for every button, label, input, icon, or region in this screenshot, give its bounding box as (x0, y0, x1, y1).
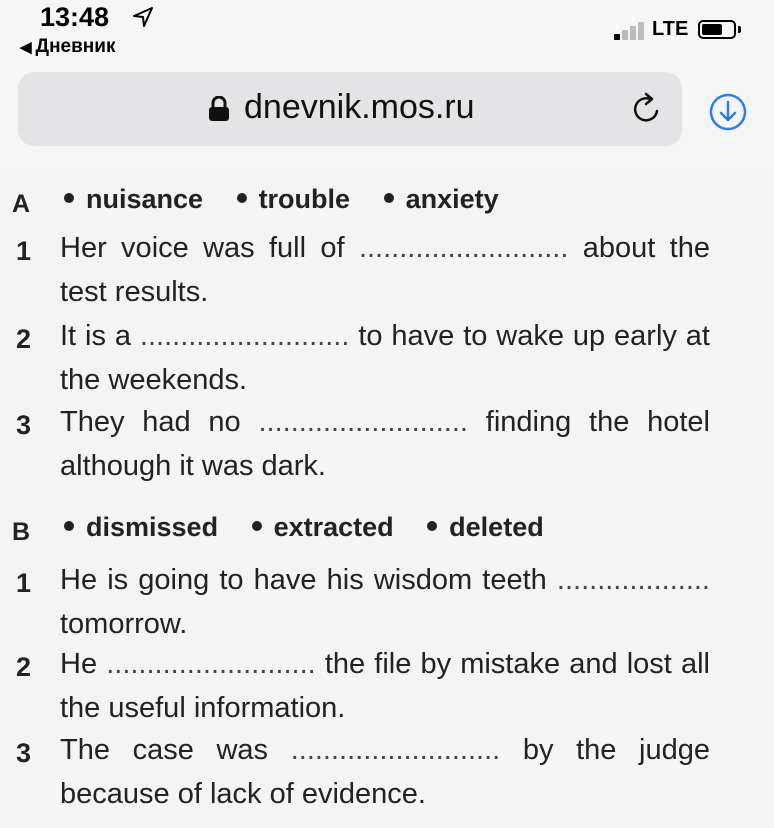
item-text: He is going to have his wisdom teeth ................... tomorrow. (60, 564, 710, 640)
battery-icon (698, 20, 736, 39)
back-to-app-link[interactable] (20, 36, 115, 58)
reload-icon[interactable] (630, 92, 664, 126)
word-option: deleted (449, 512, 544, 542)
word-option: anxiety (405, 184, 499, 214)
clock-time: 13:48 (40, 2, 110, 32)
page-content (0, 168, 774, 828)
item-number: 2 (16, 652, 32, 682)
status-bar (0, 0, 774, 62)
item-number: 3 (16, 410, 32, 440)
lock-icon (208, 96, 230, 122)
item-number: 3 (16, 738, 32, 768)
answer-blank: .......................... (258, 406, 468, 438)
browser-toolbar (0, 62, 774, 169)
word-option: nuisance (86, 184, 204, 214)
answer-blank: .......................... (290, 734, 501, 766)
back-arrow-icon: ◀ (20, 39, 32, 56)
item-number: 2 (16, 324, 32, 354)
item-number: 1 (16, 568, 32, 598)
answer-blank: .......................... (358, 232, 569, 264)
battery-tip (738, 26, 741, 33)
word-option: extracted (273, 512, 394, 542)
item-text: It is a .......................... to have to wake up early at the weekends. (60, 320, 710, 396)
item-text: The case was .......................... by the judge because of lack of evidence. (60, 734, 711, 810)
address-bar[interactable] (18, 72, 682, 146)
item-text: He .......................... the file by mistake and lost all the useful information. (60, 648, 710, 724)
item-text: Her voice was full of .......................... about the test results. (60, 232, 710, 308)
location-arrow-icon (132, 6, 154, 28)
word-bank (64, 512, 570, 543)
download-icon[interactable] (708, 92, 748, 132)
url-text: dnevnik.mos.ru (244, 88, 475, 126)
word-option: dismissed (86, 512, 219, 542)
signal-icon (614, 22, 648, 40)
answer-blank: .......................... (139, 320, 350, 352)
back-app-label: Дневник (35, 36, 116, 57)
section-letter: B (12, 518, 31, 546)
word-bank (64, 184, 525, 215)
network-type: LTE (652, 18, 689, 40)
item-number: 1 (16, 236, 32, 266)
item-text: They had no .......................... finding the hotel although it was dark. (60, 406, 711, 482)
answer-blank: ................... (556, 564, 710, 596)
answer-blank: .......................... (106, 648, 316, 680)
section-letter: A (12, 190, 31, 218)
word-option: trouble (258, 184, 351, 214)
